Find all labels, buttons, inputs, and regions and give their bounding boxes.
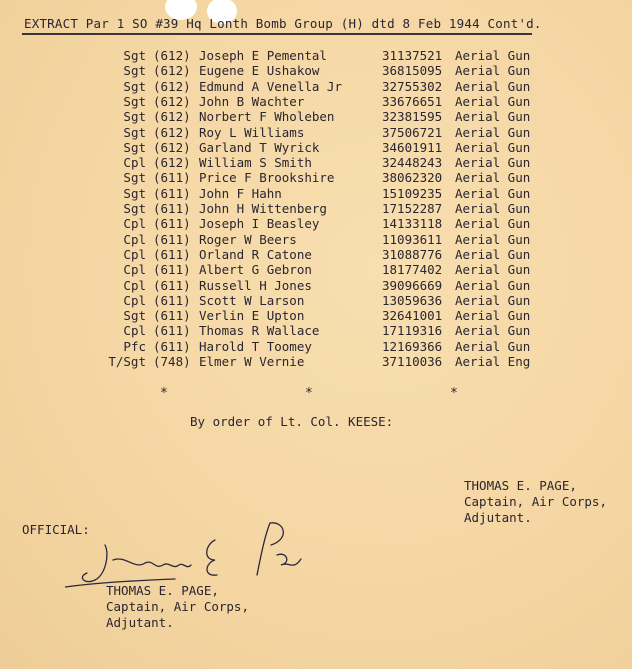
roster-serial: 37506721 (382, 124, 443, 140)
roster-name: Eugene E Ushakow (199, 63, 320, 79)
roster-squadron: (611) (153, 338, 191, 354)
roster-duty: Aerial Gun (455, 139, 531, 155)
roster-rank: Cpl (123, 292, 146, 308)
roster-serial: 31088776 (382, 246, 443, 262)
roster-name: John B Wachter (199, 93, 305, 109)
roster-squadron: (612) (153, 78, 191, 94)
document-header: EXTRACT Par 1 SO #39 Hq Lonth Bomb Group (H) dtd 8 Feb 1944 Cont'd. (24, 16, 542, 31)
roster-row (0, 278, 632, 293)
roster-serial: 15109235 (382, 185, 443, 201)
roster-row (0, 354, 632, 369)
roster-duty: Aerial Gun (455, 124, 531, 140)
roster-duty: Aerial Gun (455, 155, 531, 171)
separator-star-1: * (160, 386, 168, 401)
roster-duty: Aerial Gun (455, 48, 531, 63)
roster-name: Thomas R Wallace (199, 323, 320, 339)
roster-serial: 12169366 (382, 338, 443, 354)
roster-squadron: (611) (153, 201, 191, 216)
roster-row (0, 186, 632, 201)
roster-squadron: (612) (153, 48, 191, 63)
roster-duty: Aerial Gun (455, 277, 531, 293)
roster-duty: Aerial Gun (455, 231, 531, 247)
roster-squadron: (611) (153, 323, 191, 339)
roster-row (0, 339, 632, 354)
roster-name: Russell H Jones (199, 277, 312, 293)
roster-name: Roger W Beers (199, 231, 297, 247)
roster-row (0, 308, 632, 323)
roster-name: Norbert F Wholeben (199, 109, 335, 125)
roster-serial: 11093611 (382, 231, 443, 247)
official-title: Adjutant. (106, 615, 174, 630)
roster-duty: Aerial Gun (455, 170, 531, 186)
roster-serial: 37110036 (382, 354, 443, 369)
roster-name: John F Hahn (199, 185, 282, 201)
roster-duty: Aerial Gun (455, 246, 531, 262)
roster-duty: Aerial Gun (455, 185, 531, 201)
roster-duty: Aerial Gun (455, 201, 531, 216)
roster-serial: 33676651 (382, 93, 443, 109)
roster-name: Joseph E Pemental (199, 48, 327, 63)
official-name: THOMAS E. PAGE, (106, 583, 219, 598)
roster-duty: Aerial Gun (455, 323, 531, 339)
roster-row (0, 323, 632, 338)
roster-row (0, 109, 632, 124)
roster-rank: Cpl (123, 323, 146, 339)
roster-squadron: (612) (153, 139, 191, 155)
roster-rank: Cpl (123, 231, 146, 247)
roster-name: Orland R Catone (199, 246, 312, 262)
roster-row (0, 63, 632, 78)
roster-row (0, 262, 632, 277)
roster-duty: Aerial Gun (455, 216, 531, 232)
roster-name: Edmund A Venella Jr (199, 78, 342, 94)
roster-row (0, 201, 632, 216)
commander-block (464, 478, 607, 526)
roster-serial: 14133118 (382, 216, 443, 232)
roster-name: Harold T Toomey (199, 338, 312, 354)
commander-title: Adjutant. (464, 510, 532, 525)
roster-duty: Aerial Gun (455, 93, 531, 109)
roster-name: John H Wittenberg (199, 201, 327, 216)
roster-name: Elmer W Vernie (199, 354, 305, 369)
roster-name: Price F Brookshire (199, 170, 335, 186)
order-line: By order of Lt. Col. KEESE: (190, 414, 394, 429)
roster-rank: Sgt (123, 308, 146, 324)
roster-rank: Sgt (123, 139, 146, 155)
roster-serial: 31137521 (382, 48, 443, 63)
roster-name: Albert G Gebron (199, 262, 312, 278)
roster-squadron: (748) (153, 354, 191, 369)
roster-name: William S Smith (199, 155, 312, 171)
roster-duty: Aerial Gun (455, 109, 531, 125)
roster-rank: T/Sgt (108, 354, 146, 369)
roster-name: Garland T Wyrick (199, 139, 320, 155)
roster-serial: 36815095 (382, 63, 443, 79)
roster-rank: Sgt (123, 185, 146, 201)
header-underline (22, 33, 532, 35)
roster-rank: Cpl (123, 155, 146, 171)
roster-rank: Cpl (123, 262, 146, 278)
roster-serial: 17152287 (382, 201, 443, 216)
roster-serial: 17119316 (382, 323, 443, 339)
roster-serial: 32381595 (382, 109, 443, 125)
roster-row (0, 155, 632, 170)
roster-row (0, 125, 632, 140)
roster-duty: Aerial Gun (455, 292, 531, 308)
roster-name: Scott W Larson (199, 292, 305, 308)
roster-squadron: (611) (153, 308, 191, 324)
roster-name: Roy L Williams (199, 124, 305, 140)
roster-duty: Aerial Gun (455, 338, 531, 354)
roster-row (0, 140, 632, 155)
roster-row (0, 232, 632, 247)
roster-serial: 34601911 (382, 139, 443, 155)
roster-squadron: (612) (153, 63, 191, 79)
roster-row (0, 94, 632, 109)
roster-rank: Sgt (123, 78, 146, 94)
roster-rank: Sgt (123, 48, 146, 63)
roster-squadron: (611) (153, 292, 191, 308)
roster-squadron: (612) (153, 155, 191, 171)
roster-squadron: (611) (153, 246, 191, 262)
roster-squadron: (612) (153, 109, 191, 125)
roster-squadron: (611) (153, 170, 191, 186)
roster-duty: Aerial Gun (455, 308, 531, 324)
roster-row (0, 293, 632, 308)
roster-row (0, 170, 632, 185)
roster-rank: Sgt (123, 124, 146, 140)
separator-star-2: * (305, 386, 313, 401)
roster-row (0, 79, 632, 94)
commander-rank: Captain, Air Corps, (464, 494, 607, 509)
official-block (106, 583, 249, 631)
roster-rank: Sgt (123, 93, 146, 109)
roster-rank: Sgt (123, 109, 146, 125)
roster-squadron: (611) (153, 216, 191, 232)
roster-serial: 39096669 (382, 277, 443, 293)
roster-serial: 13059636 (382, 292, 443, 308)
roster-rank: Sgt (123, 63, 146, 79)
roster-row (0, 216, 632, 231)
roster-rank: Cpl (123, 246, 146, 262)
roster-duty: Aerial Eng (455, 354, 531, 369)
roster-row (0, 48, 632, 63)
roster-rank: Sgt (123, 201, 146, 216)
roster-serial: 38062320 (382, 170, 443, 186)
roster-serial: 32755302 (382, 78, 443, 94)
roster-rank: Sgt (123, 170, 146, 186)
roster-squadron: (611) (153, 231, 191, 247)
roster-squadron: (611) (153, 262, 191, 278)
roster-rank: Pfc (123, 338, 146, 354)
roster-squadron: (611) (153, 277, 191, 293)
official-rank: Captain, Air Corps, (106, 599, 249, 614)
roster-name: Verlin E Upton (199, 308, 305, 324)
roster-serial: 32641001 (382, 308, 443, 324)
roster-rank: Cpl (123, 216, 146, 232)
roster-squadron: (612) (153, 124, 191, 140)
commander-name: THOMAS E. PAGE, (464, 478, 577, 493)
roster-name: Joseph I Beasley (199, 216, 320, 232)
separator-star-3: * (450, 386, 458, 401)
roster-serial: 32448243 (382, 155, 443, 171)
roster-duty: Aerial Gun (455, 63, 531, 79)
roster-serial: 18177402 (382, 262, 443, 278)
roster-squadron: (612) (153, 93, 191, 109)
official-label: OFFICIAL: (22, 522, 90, 537)
roster-duty: Aerial Gun (455, 262, 531, 278)
roster-rank: Cpl (123, 277, 146, 293)
roster-duty: Aerial Gun (455, 78, 531, 94)
roster-row (0, 247, 632, 262)
roster-squadron: (611) (153, 185, 191, 201)
